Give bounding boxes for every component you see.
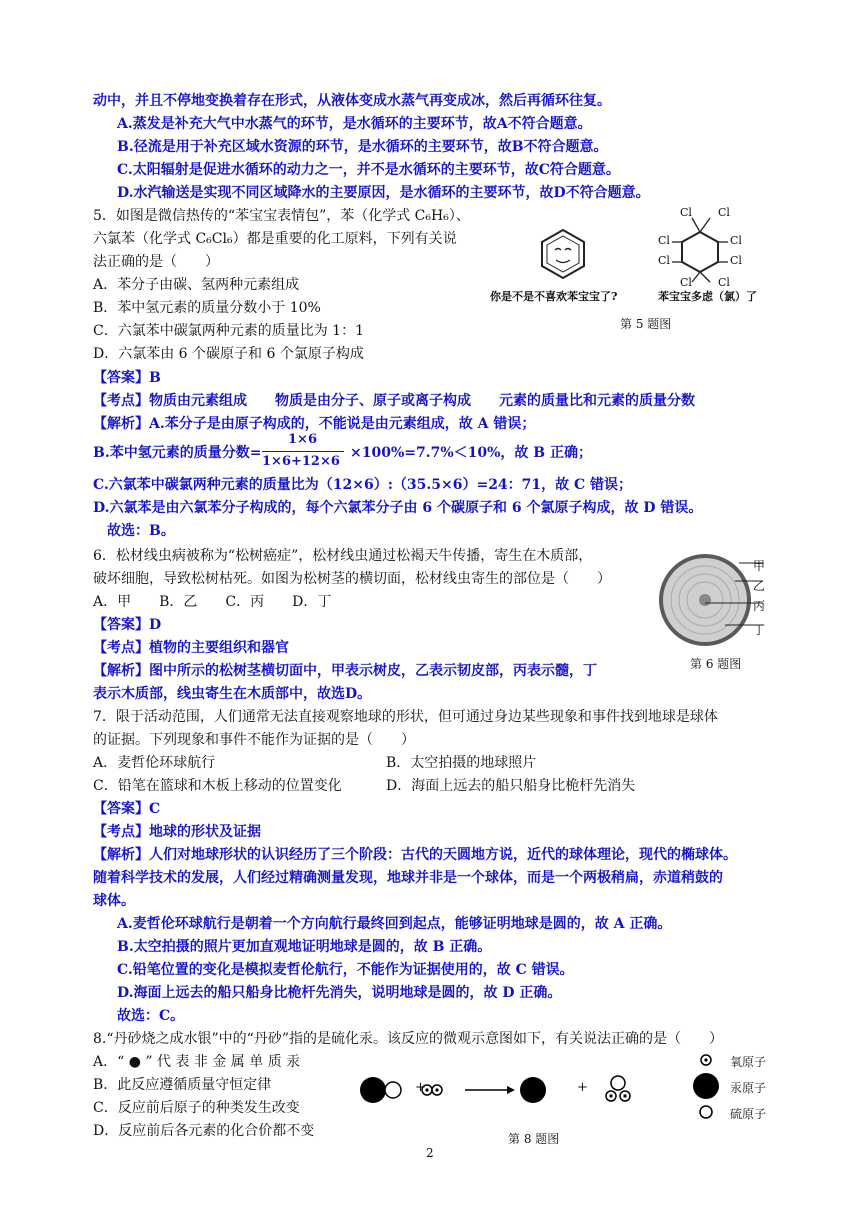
q6-point: 【考点】植物的主要组织和器官: [93, 640, 289, 656]
q5-analysis-c: C.六氯苯中碳氯两种元素的质量比为（12×6）:（35.5×6）=24：71，故 C 错误；: [93, 477, 633, 493]
q5-analysis-b-suffix: ×100%=7.7%＜10%，故 B 正确；: [350, 445, 593, 461]
legend-mercury: 汞原子: [730, 1081, 767, 1095]
q8-option-b: B．此反应遵循质量守恒定律: [93, 1077, 272, 1093]
q5-analysis-a: 【解析】A.苯分子是由原子构成的，不能说是由元素组成，故 A 错误；: [93, 416, 536, 432]
q6-options: A．甲 B．乙 C．丙 D．丁: [93, 594, 332, 610]
q7-point: 【考点】地球的形状及证据: [93, 824, 261, 840]
q7-explain-b: B.太空拍摄的照片更加直观地证明地球是圆的，故 B 正确。: [117, 939, 492, 955]
q4-option-c: C.太阳辐射是促进水循环的动力之一，并不是水循环的主要环节，故C符合题意。: [117, 162, 620, 178]
q7-explain-d: D.海面上远去的船只船身比桅杆先消失，说明地球是圆的，故 D 正确。: [117, 985, 562, 1001]
q8-option-d: D．反应前后各元素的化合价都不变: [93, 1123, 315, 1139]
q8-option-c: C．反应前后原子的种类发生改变: [93, 1100, 300, 1116]
q6-figure: [655, 545, 775, 655]
fraction-denominator: 1×6+12×6: [262, 454, 340, 469]
q5-option-a: A．苯分子由碳、氢两种元素组成: [93, 277, 300, 293]
q5-analysis-d: D.六氯苯是由六氯苯分子构成的，每个六氯苯分子由 6 个碳原子和 6 个氯原子构成，故 D 错误。: [93, 500, 703, 516]
plus-sign: +: [415, 1080, 426, 1095]
q5-stem-3: 法正确的是（ ）: [93, 254, 219, 270]
q7-option-b: B．太空拍摄的地球照片: [386, 755, 537, 771]
fraction-bar: [262, 451, 344, 452]
intro-line: 动中，并且不停地变换着存在形式，从液体变成水蒸气再变成冰，然后再循环往复。: [93, 93, 611, 109]
q7-analysis-1: 【解析】人们对地球形状的认识经历了三个阶段：古代的天圆地方说，近代的球体理论，现代的椭球体。: [93, 847, 737, 863]
label-jia: 甲: [753, 559, 766, 573]
q8-figure-caption: 第 8 题图: [508, 1132, 560, 1146]
q6-figure-caption: 第 6 题图: [690, 657, 742, 671]
q8-option-a: A．“ ● ” 代 表 非 金 属 单 质 汞: [93, 1054, 301, 1070]
q7-explain-a: A.麦哲伦环球航行是朝着一个方向航行最终回到起点，能够证明地球是圆的，故 A 正确。: [117, 916, 672, 932]
q5-option-d: D．六氯苯由 6 个碳原子和 6 个氯原子构成: [93, 346, 364, 362]
q5-point: 【考点】物质由元素组成 物质是由分子、原子或离子构成 元素的质量比和元素的质量分数: [93, 393, 695, 409]
q5-figure-caption: 第 5 题图: [620, 317, 672, 331]
cl-label: Cl: [680, 206, 692, 219]
cl-label: Cl: [718, 206, 730, 219]
q7-analysis-3: 球体。: [93, 893, 135, 909]
legend-oxygen: 氧原子: [730, 1055, 767, 1069]
q6-answer: 【答案】D: [93, 617, 162, 633]
label-bing: 丙: [753, 599, 766, 613]
meme-caption-right: 苯宝宝多虑（氯）了: [658, 290, 757, 303]
q5-stem-1: 5．如图是微信热传的“苯宝宝表情包”，苯（化学式 C₆H₆）、: [93, 208, 470, 224]
legend-sulfur: 硫原子: [730, 1107, 767, 1121]
meme-caption-left: 你是不是不喜欢苯宝宝了?: [490, 290, 618, 303]
q5-analysis-b-prefix: B.苯中氢元素的质量分数=: [93, 445, 262, 461]
label-yi: 乙: [753, 579, 766, 593]
q7-explain-c: C.铅笔位置的变化是模拟麦哲伦航行，不能作为证据使用的，故 C 错误。: [117, 962, 574, 978]
cl-label: Cl: [730, 254, 742, 267]
q7-option-a: A．麦哲伦环球航行: [93, 755, 216, 771]
q7-answer: 【答案】C: [93, 801, 161, 817]
q4-option-a: A.蒸发是补充大气中水蒸气的环节，是水循环的主要环节，故A不符合题意。: [117, 116, 592, 132]
legend-symbols: [690, 1050, 730, 1120]
label-ding: 丁: [753, 623, 766, 637]
q4-option-b: B.径流是用于补充区域水资源的环节，是水循环的主要环节，故B不符合题意。: [117, 139, 608, 155]
cl-label: Cl: [658, 254, 670, 267]
cl-label: Cl: [718, 276, 730, 289]
cl-label: Cl: [730, 234, 742, 247]
q6-analysis-1: 【解析】图中所示的松树茎横切面中，甲表示树皮，乙表示韧皮部，丙表示髓，丁: [93, 663, 597, 679]
q5-option-c: C．六氯苯中碳氯两种元素的质量比为 1：1: [93, 323, 364, 339]
q5-figure: [490, 206, 760, 310]
q7-stem-1: 7．限于活动范围，人们通常无法直接观察地球的形状，但可通过身边某些现象和事件找到地球是球体: [93, 709, 718, 725]
q5-conclusion: 故选：B。: [93, 523, 175, 539]
q6-stem-1: 6．松材线虫病被称为“松树癌症”，松材线虫通过松褐天牛传播，寄生在木质部，: [93, 548, 593, 564]
q8-legend: [690, 1050, 790, 1120]
reaction-diagram: [355, 1060, 655, 1120]
q7-stem-2: 的证据。下列现象和事件不能作为证据的是（ ）: [93, 732, 415, 748]
q4-option-d: D.水汽输送是实现不同区域降水的主要原因，是水循环的主要环节，故D不符合题意。: [117, 185, 650, 201]
q6-analysis-2: 表示木质部，线虫寄生在木质部中，故选D。: [93, 686, 372, 702]
q7-option-d: D．海面上远去的船只船身比桅杆先消失: [386, 778, 636, 794]
q6-stem-2: 破坏细胞，导致松树枯死。如图为松树茎的横切面，松材线虫寄生的部位是（ ）: [93, 571, 611, 587]
q7-conclusion: 故选：C。: [117, 1008, 185, 1024]
cl-label: Cl: [658, 234, 670, 247]
page-number: 2: [426, 1146, 434, 1160]
q5-option-b: B．苯中氢元素的质量分数小于 10%: [93, 300, 321, 316]
q7-analysis-2: 随着科学技术的发展，人们经过精确测量发现，地球并非是一个球体，而是一个两极稍扁，赤道稍鼓的: [93, 870, 723, 886]
plus-sign: +: [577, 1080, 588, 1095]
fraction-numerator: 1×6: [288, 432, 317, 447]
q5-stem-2: 六氯苯（化学式 C₆Cl₆）都是重要的化工原料，下列有关说: [93, 231, 457, 247]
q7-option-c: C．铅笔在篮球和木板上移动的位置变化: [93, 778, 342, 794]
q5-answer: 【答案】B: [93, 370, 161, 386]
q8-stem: 8.“丹砂烧之成水银”中的“丹砂”指的是硫化汞。该反应的微观示意图如下，有关说法正确的是（ ）: [93, 1031, 723, 1047]
cl-label: Cl: [680, 276, 692, 289]
